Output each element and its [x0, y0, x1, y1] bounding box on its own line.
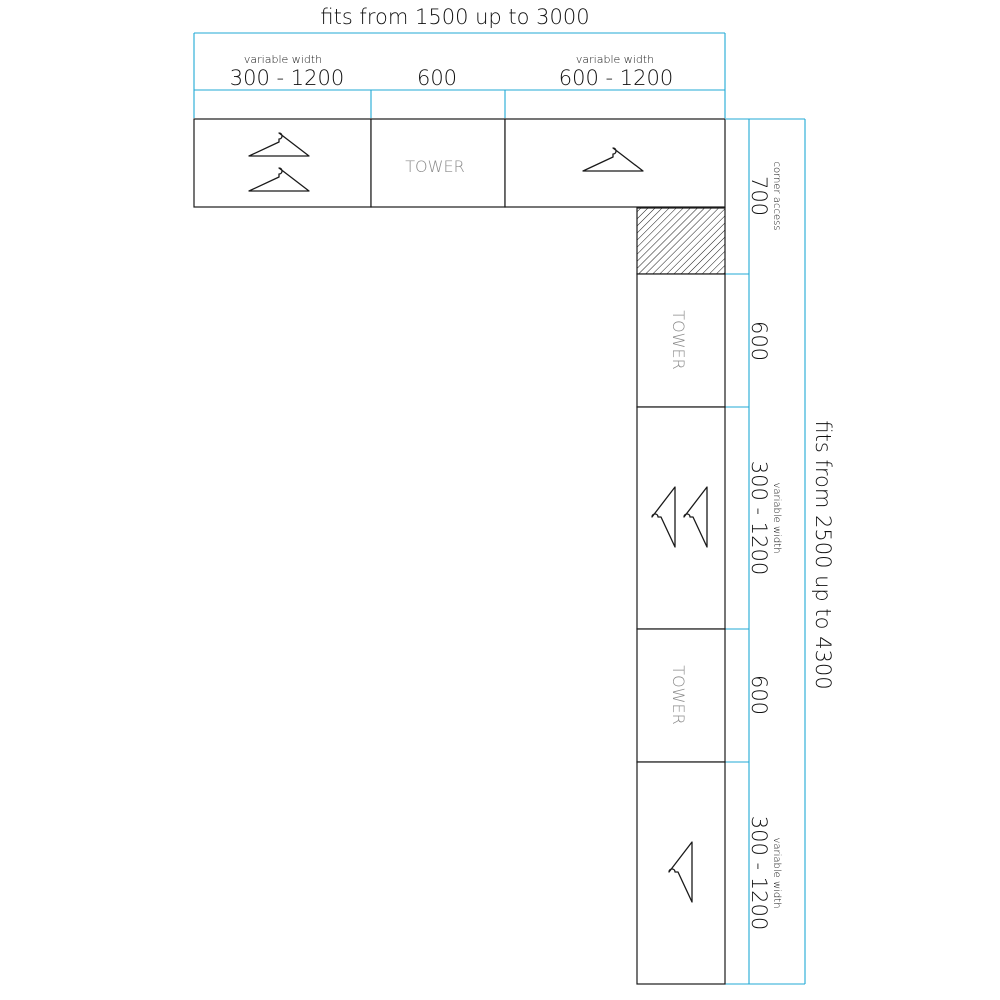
side-section-1-dimension: 700 [747, 175, 771, 217]
corner-access-hatch [637, 208, 725, 274]
top-tower-label: TOWER [405, 157, 465, 176]
top-section-3-box [505, 119, 725, 207]
top-section-1-dimension: 300 - 1200 [229, 66, 345, 90]
side-section-3-caption: variable width [771, 482, 782, 554]
side-section-1-caption: corner access [771, 161, 782, 231]
side-section-3-dimension: 300 - 1200 [747, 460, 771, 576]
side-section-5-box [637, 762, 725, 984]
side-section-3-box [637, 407, 725, 629]
side-section-5-caption: variable width [771, 837, 782, 909]
top-overall-label: fits from 1500 up to 3000 [320, 5, 590, 29]
side-overall-label: fits from 2500 up to 4300 [811, 420, 835, 690]
top-section-3-dimension: 600 - 1200 [558, 66, 674, 90]
top-section-3-caption: variable width [575, 53, 655, 66]
side-section-4-dimension: 600 [747, 674, 771, 716]
top-section-2-dimension: 600 [416, 66, 458, 90]
side-section-5-dimension: 300 - 1200 [747, 815, 771, 931]
top-section-1-box [194, 119, 371, 207]
side-tower-label-1: TOWER [669, 310, 688, 370]
top-section-1-caption: variable width [243, 53, 323, 66]
side-section-2-dimension: 600 [747, 320, 771, 362]
side-tower-label-2: TOWER [669, 665, 688, 725]
